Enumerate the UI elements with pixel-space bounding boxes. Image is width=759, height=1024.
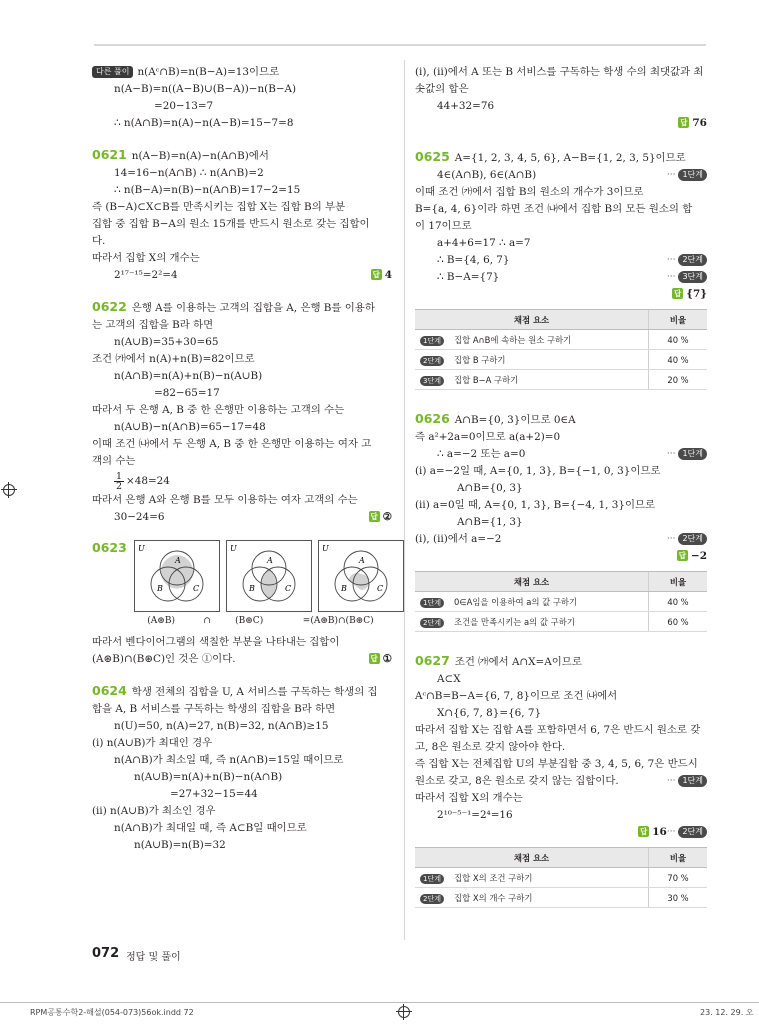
- problem-0622-line: $\frac{1}{2}$ ×48=24: [116, 470, 170, 492]
- step-badge: ··· 3단계: [667, 269, 707, 286]
- svg-text:C: C: [192, 584, 199, 593]
- problem-0624-line: n(U)=50, n(A)=27, n(B)=32, n(A∩B)≥15: [114, 720, 329, 732]
- alt-solution-line: 다른 풀이 n(Aᶜ∩B)=n(B−A)=13이므로: [92, 64, 392, 81]
- continued-line: 44+32=76: [437, 100, 495, 112]
- problem-0625-line: 0625 A={1, 2, 3, 4, 5, 6}, A−B={1, 2, 3, 5}이므로: [415, 149, 686, 164]
- table-row: 1단계 집합 A∩B에 속하는 원소 구하기 40 %: [415, 330, 707, 350]
- problem-0622-line: 는 고객의 집합을 B라 하면: [92, 319, 214, 331]
- problem-0625-line: ∴ B={4, 6, 7} ··· 2단계: [415, 252, 707, 269]
- problem-0623-line: (A⊛B)∩(B⊛C)인 것은 ①이다. 답 ①: [92, 651, 392, 668]
- problem-0626-line: 0626 A∩B={0, 3}이므로 0∈A: [415, 411, 576, 426]
- table-row: 1단계 집합 X의 조건 구하기 70 %: [415, 868, 707, 888]
- problem-0626-line: (ⅰ), (ⅱ)에서 a=−2 ··· 2단계: [415, 531, 707, 548]
- venn-caption: (B⊛C): [235, 616, 264, 626]
- problem-0621-line: 2¹⁷⁻¹⁵=2²=4 답 4: [92, 267, 392, 284]
- answer-mark-icon: 답: [674, 289, 682, 298]
- problem-0626-line: A∩B={1, 3}: [457, 516, 523, 528]
- problem-0622-line: 객의 수는: [92, 455, 136, 467]
- answer-mark-icon: 답: [372, 270, 380, 279]
- problem-0622-line: 조건 ㈎에서 n(A)+n(B)=82이므로: [92, 353, 255, 365]
- continued-line: 솟값의 합은: [415, 83, 469, 95]
- problem-0625-line: 4∈(A∩B), 6∈(A∩B) ··· 1단계: [415, 167, 707, 184]
- problem-0621-line: 집합 중 집합 B−A의 원소 15개를 반드시 원소로 갖는 집합이: [92, 218, 370, 230]
- svg-text:B: B: [156, 584, 163, 593]
- problem-0627-line: 0627 조건 ㈎에서 A∩X=A이므로: [415, 653, 582, 668]
- answer-0622: 답 ②: [370, 511, 392, 523]
- problem-0621-line: 따라서 집합 X의 개수는: [92, 252, 200, 264]
- problem-0624-line: n(A∩B)가 최대일 때, 즉 A⊂B일 때이므로: [114, 822, 307, 834]
- footer-title: 정답 및 풀이: [126, 952, 181, 963]
- svg-text:A: A: [174, 556, 181, 565]
- table-row: 2단계 집합 B 구하기 40 %: [415, 350, 707, 370]
- problem-0621-line: 0621 n(A−B)=n(A)−n(A∩B)에서: [92, 147, 269, 162]
- page-number: 072: [92, 946, 120, 961]
- svg-text:B: B: [248, 584, 255, 593]
- problem-0622-line: 따라서 두 은행 A, B 중 한 은행만 이용하는 고객의 수는: [92, 404, 345, 416]
- column-divider: [404, 60, 405, 940]
- problem-0627-line: 따라서 집합 X는 집합 A를 포함하면서 6, 7은 반드시 원소로 갖: [415, 724, 701, 736]
- step-badge: ··· 1단계: [667, 446, 707, 463]
- problem-0621-line: 14=16−n(A∩B) ∴ n(A∩B)=2: [114, 167, 264, 179]
- problem-0627-line: 따라서 집합 X의 개수는: [415, 792, 523, 804]
- venn-captions: [104, 614, 392, 628]
- step-badge: ··· 2단계: [667, 252, 707, 269]
- answer-0623: 답 ①: [370, 653, 392, 665]
- problem-0624-line: n(A∩B)가 최소일 때, 즉 n(A∩B)=15일 때이므로: [114, 754, 344, 766]
- answer-0626: 답 −2: [678, 550, 707, 562]
- problem-0625-line: 이때 조건 ㈎에서 집합 B의 원소의 개수가 3이므로: [415, 186, 644, 198]
- answer-0624: 답 76: [680, 117, 707, 129]
- venn-diagrams: [134, 540, 404, 612]
- problem-number-0622: 0622: [92, 299, 127, 314]
- problem-0622-line: n(A∪B)−n(A∩B)=65−17=48: [114, 421, 266, 433]
- problem-0626-line: (ⅰ) a=−2일 때, A={0, 1, 3}, B={−1, 0, 3}이므로: [415, 465, 661, 477]
- problem-0623: [92, 536, 392, 614]
- problem-0624-line: (ⅰ) n(A∪B)가 최대인 경우: [92, 737, 213, 749]
- fraction: $\frac{1}{2}$: [116, 470, 123, 492]
- svg-text:U: U: [229, 544, 237, 553]
- svg-text:A: A: [266, 556, 273, 565]
- problem-0627-line: 고, 8은 원소로 갖지 않아야 한다.: [415, 741, 566, 753]
- problem-0624-line: n(A∪B)=n(B)=32: [134, 839, 226, 851]
- answer-mark-icon: 답: [680, 118, 688, 127]
- scoring-table-0625: 채점 요소 비율 1단계 집합 A∩B에 속하는 원소 구하기 40 % 2단계 집합 B 구하기 40 % 3단계 집합 B−A 구하기 20 %: [415, 309, 707, 390]
- step-badge: ··· 2단계: [667, 531, 707, 548]
- venn-caption: ∩: [203, 616, 211, 626]
- slug-date: 23. 12. 29. 오: [700, 1008, 754, 1017]
- table-row: 3단계 집합 B−A 구하기 20 %: [415, 370, 707, 390]
- header-rule: [94, 44, 706, 46]
- problem-0627-line: Aᶜ∩B=B−A={6, 7, 8}이므로 조건 ㈏에서: [415, 690, 618, 702]
- alt-solution-line: =20−13=7: [154, 100, 214, 112]
- table-row: 1단계 0∈A임을 이용하여 a의 값 구하기 40 %: [415, 592, 707, 612]
- answer-0625: 답 {7}: [674, 288, 707, 300]
- slug-file-info: RPM공통수학2-해설(054-073)56ok.indd 72: [30, 1008, 194, 1017]
- problem-0627-line: 2¹⁰⁻⁵⁻¹=2⁴=16: [437, 809, 513, 821]
- right-column: [415, 64, 707, 912]
- venn-diagram-a-b: [134, 540, 220, 612]
- left-column: [92, 64, 392, 854]
- answer-0627: 답 16: [640, 826, 667, 838]
- problem-number-0621: 0621: [92, 147, 127, 162]
- registration-mark-icon: [398, 1006, 410, 1018]
- problem-0626-line: A∩B={0, 3}: [457, 482, 523, 494]
- problem-0621-line: ∴ n(B−A)=n(B)−n(A∩B)=17−2=15: [114, 184, 301, 196]
- problem-0622-line: 30−24=6 답 ②: [92, 509, 392, 526]
- problem-number-0627: 0627: [415, 653, 450, 668]
- scoring-table-0627: 채점 요소 비율 1단계 집합 X의 조건 구하기 70 % 2단계 집합 X의 개수 구하기 30 %: [415, 847, 707, 908]
- table-row: 2단계 조건을 만족시키는 a의 값 구하기 60 %: [415, 612, 707, 632]
- venn-diagram-b-c: [226, 540, 312, 612]
- problem-0622-line: n(A∪B)=35+30=65: [114, 336, 219, 348]
- venn-diagram-result: [318, 540, 404, 612]
- answer-mark-icon: 답: [640, 827, 648, 836]
- problem-0622-line: n(A∩B)=n(A)+n(B)−n(A∪B): [114, 370, 263, 382]
- svg-text:C: C: [284, 584, 291, 593]
- alt-solution-badge: 다른 풀이: [92, 66, 133, 78]
- svg-text:C: C: [376, 584, 383, 593]
- problem-0627-line: X∩{6, 7, 8}={6, 7}: [437, 707, 542, 719]
- problem-number-0626: 0626: [415, 411, 450, 426]
- answer-0621: 답 4: [372, 269, 392, 281]
- registration-mark-icon: [3, 484, 15, 496]
- scoring-table-0626: 채점 요소 비율 1단계 0∈A임을 이용하여 a의 값 구하기 40 % 2단계 조건을 만족시키는 a의 값 구하기 60 %: [415, 571, 707, 632]
- problem-0625-line: a+4+6=17 ∴ a=7: [437, 237, 531, 249]
- alt-solution-line: n(A−B)=n((A−B)∪(B−A))−n(B−A): [114, 83, 297, 95]
- answer-mark-icon: 답: [678, 551, 687, 560]
- problem-0624-line: 0624 학생 전체의 집합을 U, A 서비스를 구독하는 학생의 집: [92, 683, 378, 698]
- step-badge: ··· 1단계: [667, 773, 707, 790]
- problem-0622-line: 이때 조건 ㈏에서 두 은행 A, B 중 한 은행만 이용하는 여자 고: [92, 438, 372, 450]
- problem-0627-line: 즉 집합 X는 전체집합 U의 부분집합 중 3, 4, 5, 6, 7은 반드시: [415, 758, 698, 770]
- problem-0624-line: 합을 A, B 서비스를 구독하는 학생의 집합을 B라 하면: [92, 703, 336, 715]
- problem-0624-line: n(A∪B)=n(A)+n(B)−n(A∩B): [134, 771, 283, 783]
- problem-0622-line: 0622 은행 A를 이용하는 고객의 집합을 A, 은행 B를 이용하: [92, 299, 375, 314]
- alt-solution-line: ∴ n(A∩B)=n(A)−n(A−B)=15−7=8: [114, 117, 294, 129]
- step-badge: ··· 2단계: [667, 824, 707, 841]
- table-row: 2단계 집합 X의 개수 구하기 30 %: [415, 888, 707, 908]
- svg-text:B: B: [340, 584, 347, 593]
- problem-0627-line: A⊂X: [437, 673, 461, 685]
- problem-number-0625: 0625: [415, 149, 450, 164]
- svg-text:A: A: [358, 556, 365, 565]
- svg-text:U: U: [321, 544, 329, 553]
- problem-0621-line: 다.: [92, 235, 106, 247]
- problem-0625-line: ∴ B−A={7} ··· 3단계: [415, 269, 707, 286]
- venn-caption: (A⊛B): [147, 616, 175, 626]
- problem-0624-line: (ⅱ) n(A∪B)가 최소인 경우: [92, 805, 216, 817]
- problem-0622-line: =82−65=17: [154, 387, 220, 399]
- problem-0626-line: (ⅱ) a=0일 때, A={0, 1, 3}, B={−4, 1, 3}이므로: [415, 499, 656, 511]
- problem-0626-line: 즉 a²+2a=0이므로 a(a+2)=0: [415, 431, 561, 443]
- venn-caption: =(A⊛B)∩(B⊛C): [302, 616, 374, 626]
- problem-0623-line: 따라서 벤다이어그램의 색칠한 부분을 나타내는 집합이: [92, 636, 340, 648]
- problem-0622-line: 따라서 은행 A와 은행 B를 모두 이용하는 여자 고객의 수는: [92, 494, 358, 506]
- problem-0626-line: ∴ a=−2 또는 a=0 ··· 1단계: [415, 446, 707, 463]
- problem-0627-line: 원소로 갖고, 8은 원소로 갖지 않는 집합이다. ··· 1단계: [415, 773, 707, 790]
- slug-rule: [0, 1002, 759, 1003]
- problem-number-0624: 0624: [92, 683, 127, 698]
- problem-0621-line: 즉 (B−A)⊂X⊂B를 만족시키는 집합 X는 집합 B의 부분: [92, 201, 346, 213]
- step-badge: ··· 1단계: [667, 167, 707, 184]
- svg-text:U: U: [137, 544, 145, 553]
- problem-number-0623: 0623: [92, 540, 127, 555]
- problem-0625-line: 이 17이므로: [415, 220, 472, 232]
- continued-line: (ⅰ), (ⅱ)에서 A 또는 B 서비스를 구독하는 학생 수의 최댓값과 최: [415, 66, 704, 78]
- answer-mark-icon: 답: [370, 654, 378, 663]
- problem-0625-line: B={a, 4, 6}이라 하면 조건 ㈏에서 집합 B의 모든 원소의 합: [415, 203, 693, 215]
- answer-mark-icon: 답: [370, 512, 378, 521]
- problem-0624-line: =27+32−15=44: [170, 788, 258, 800]
